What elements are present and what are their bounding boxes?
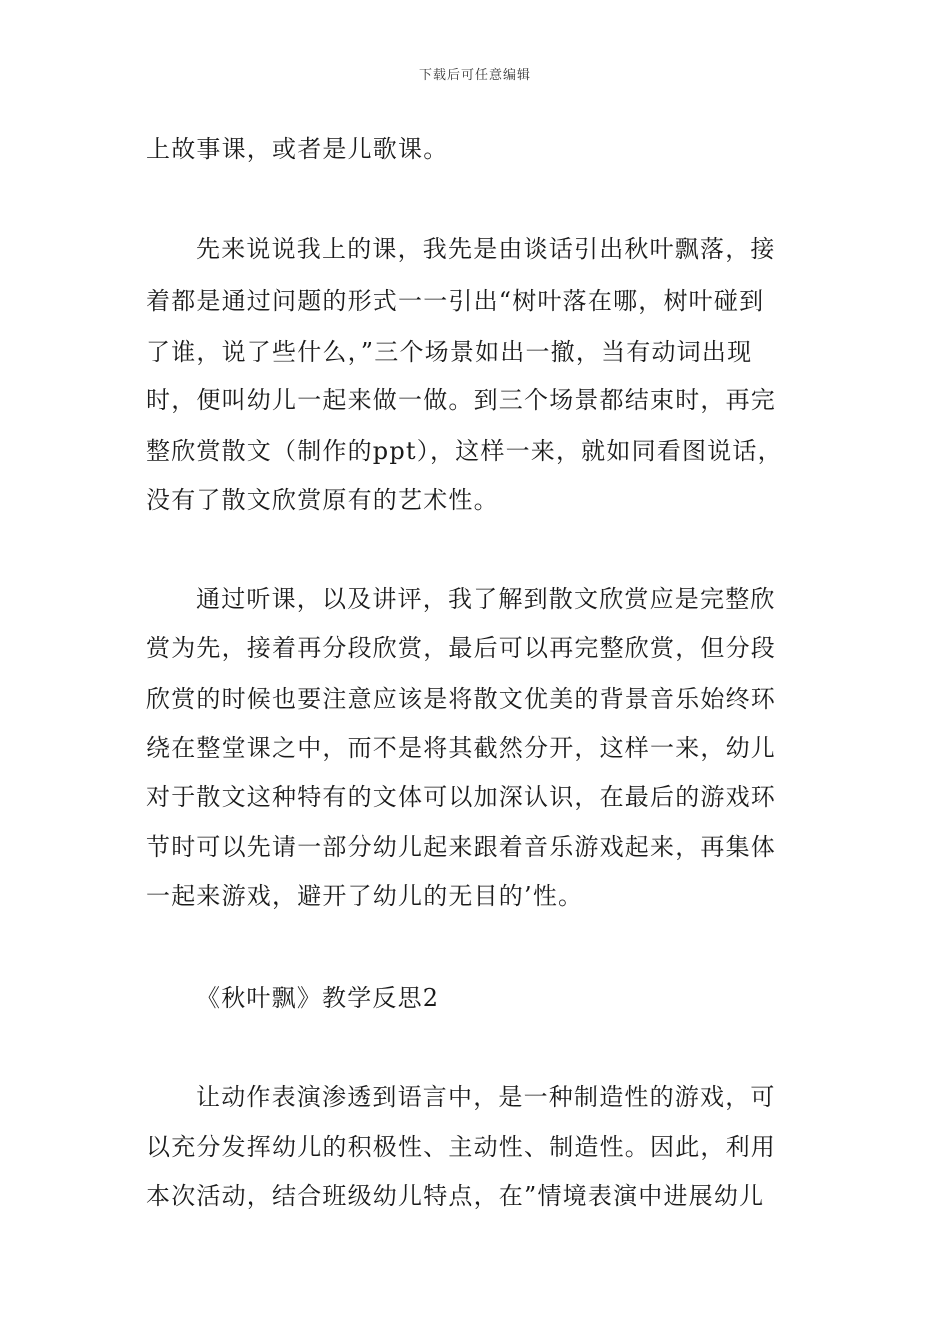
paragraph-line: 上故事课，或者是儿歌课。 [146, 135, 449, 163]
paragraph-line: 通过听课，以及讲评，我了解到散文欣赏应是完整欣 [196, 585, 776, 613]
paragraph-line: 让动作表演渗透到语言中，是一种制造性的游戏，可 [196, 1083, 776, 1111]
paragraph-line: 对于散文这种特有的文体可以加深认识，在最后的游戏环 [146, 783, 776, 811]
paragraph-line: 没有了散文欣赏原有的艺术性。 [146, 486, 499, 514]
paragraph-line: 欣赏的时候也要注意应该是将散文优美的背景音乐始终环 [146, 685, 776, 713]
paragraph-line: 一起来游戏，避开了幼儿的无目的’性。 [146, 882, 584, 910]
page-header-note: 下载后可任意编辑 [418, 68, 531, 83]
paragraph-line: 绕在整堂课之中，而不是将其截然分开，这样一来，幼儿 [146, 734, 776, 762]
paragraph-line: 整欣赏散文（制作的ppt），这样一来，就如同看图说话， [146, 437, 783, 465]
paragraph-line: 赏为先，接着再分段欣赏，最后可以再完整欣赏，但分段 [146, 634, 776, 662]
paragraph-line: 时，便叫幼儿一起来做一做。到三个场景都结束时，再完 [146, 386, 776, 414]
paragraph-line: 本次活动，结合班级幼儿特点，在”情境表演中进展幼儿 [146, 1182, 765, 1210]
section-heading: 《秋叶飘》教学反思2 [196, 984, 440, 1012]
paragraph-line: 先来说说我上的课，我先是由谈话引出秋叶飘落，接 [196, 235, 776, 263]
paragraph-line: 以充分发挥幼儿的积极性、主动性、制造性。因此，利用 [146, 1133, 776, 1161]
paragraph-line: 节时可以先请一部分幼儿起来跟着音乐游戏起来，再集体 [146, 833, 776, 861]
paragraph-line: 着都是通过问题的形式一一引出“树叶落在哪，树叶碰到 [146, 287, 765, 315]
paragraph-line: 了谁，说了些什么，”三个场景如出一撤，当有动词出现 [146, 338, 753, 366]
